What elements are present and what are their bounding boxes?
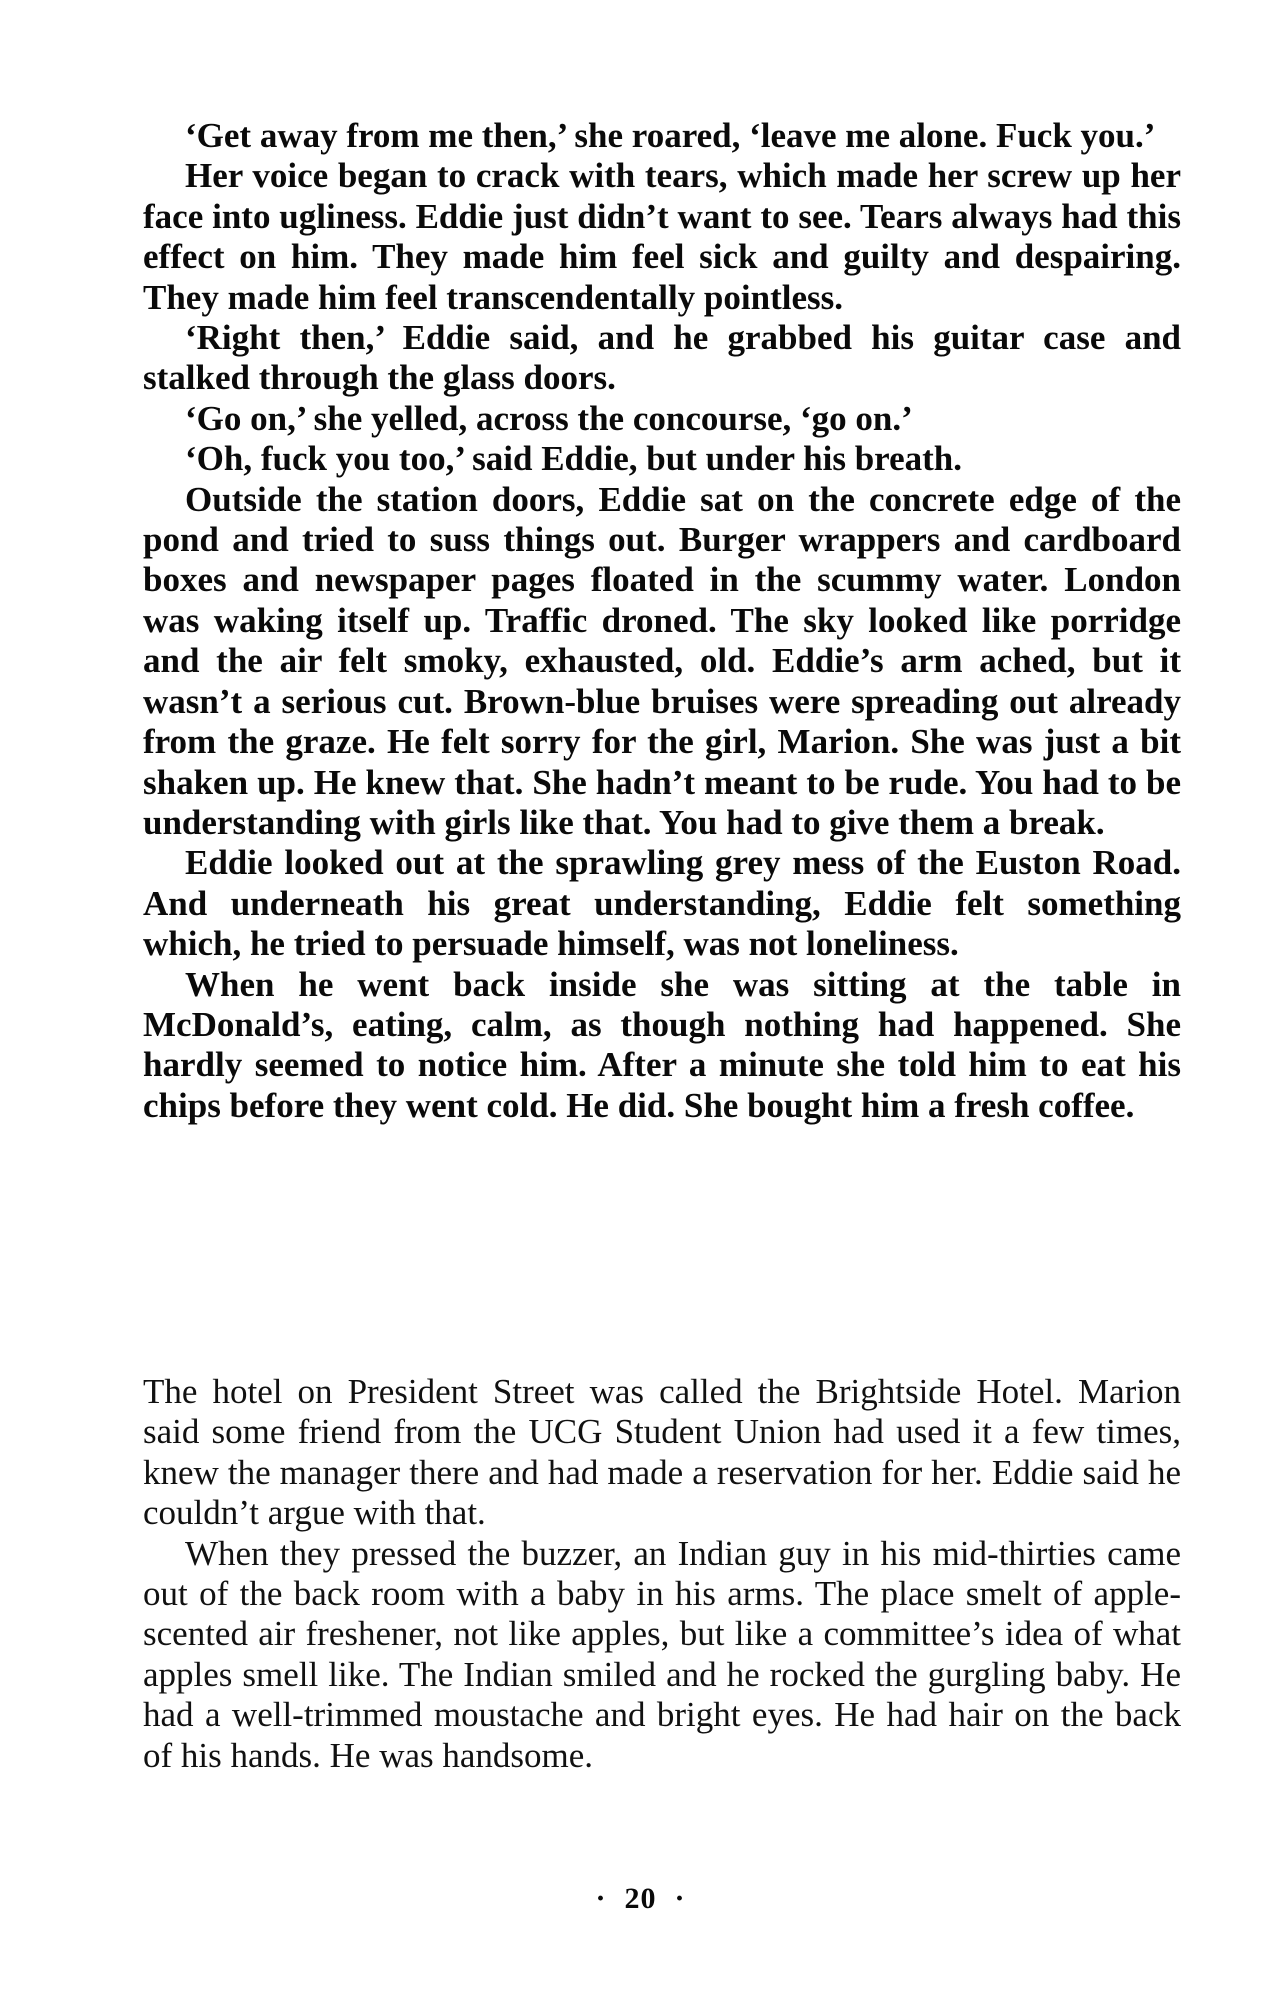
paragraph: The hotel on President Street was called the Brightside Hotel. Marion said some friend from the UCG Student Union had used it a few times, knew the manager there and had made a reservation for her. Eddie said he couldn’t argue with that.	[143, 1372, 1181, 1533]
page-number-footer	[0, 1882, 1281, 1916]
paragraph: Eddie looked out at the sprawling grey mess of the Euston Road. And underneath his great understanding, Eddie felt something which, he tried to persuade himself, was not loneliness.	[143, 843, 1181, 964]
paragraph: Her voice began to crack with tears, which made her screw up her face into ugliness. Eddie just didn’t want to see. Tears always had this effect on him. They made him feel sick and guilty and despairing. They made him feel transcendentally pointless.	[143, 156, 1181, 317]
left-dot-ornament: ·	[595, 1882, 607, 1915]
paragraph: When they pressed the buzzer, an Indian guy in his mid-thirties came out of the back room with a baby in his arms. The place smelt of apple-scented air freshener, not like apples, but like a committee’s idea of what apples smell like. The Indian smiled and he rocked the gurgling baby. He had a well-trimmed moustache and bright eyes. He had hair on the back of his hands. He was handsome.	[143, 1533, 1181, 1775]
paragraph: ‘Oh, fuck you too,’ said Eddie, but under his breath.	[185, 439, 962, 479]
paragraph: ‘Get away from me then,’ she roared, ‘leave me alone. Fuck you.’	[185, 116, 1156, 155]
paragraph: ‘Right then,’ Eddie said, and he grabbed his guitar case and stalked through the glass doors.	[143, 318, 1181, 398]
paragraph: ‘Go on,’ she yelled, across the concourse, ‘go on.’	[185, 398, 913, 438]
right-dot-ornament: ·	[674, 1882, 686, 1915]
paragraph: Outside the station doors, Eddie sat on the concrete edge of the pond and tried to suss things out. Burger wrappers and cardboard boxes and newspaper pages floated in the scummy water. London was waking itself up. Traffic droned. The sky looked like porridge and the air felt smoky, exhausted, old. Eddie’s arm ached, but it wasn’t a serious cut. Brown-blue bruises were spreading out already from the graze. He felt sorry for the girl, Marion. She was just a bit shaken up. He knew that. She hadn’t meant to be rude. You had to be understanding with girls like that. You had to give them a break.	[143, 479, 1181, 842]
section-two	[143, 1372, 1181, 1776]
page-number: 20	[624, 1882, 657, 1915]
paragraph: When he went back inside she was sitting at the table in McDonald’s, eating, calm, as though nothing had happened. She hardly seemed to notice him. After a minute she told him to eat his chips before they went cold. He did. She bought him a fresh coffee.	[143, 964, 1181, 1125]
section-one	[143, 116, 1181, 1126]
